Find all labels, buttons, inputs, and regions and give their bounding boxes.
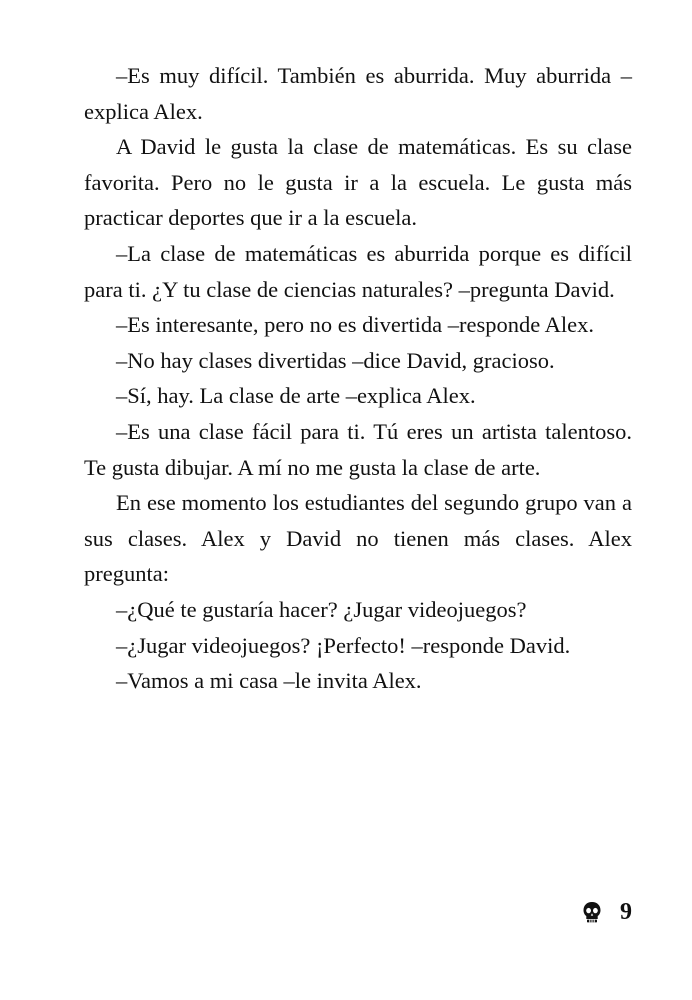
body-text [84, 58, 632, 699]
paragraph: –Sí, hay. La clase de arte –explica Alex. [116, 383, 476, 409]
paragraph: –Es una clase fácil para ti. Tú eres un artista talentoso. Te gusta dibujar. A mí no me gusta la clase de arte. [84, 418, 632, 480]
paragraph: –No hay clases divertidas –dice David, gracioso. [116, 347, 555, 373]
paragraph: –La clase de matemáticas es aburrida porque es difícil para ti. ¿Y tu clase de ciencias naturales? –pregunta David. [84, 240, 632, 302]
paragraph: –¿Qué te gustaría hacer? ¿Jugar videojuegos? [116, 596, 527, 622]
paragraph: En ese momento los estudiantes del segundo grupo van a sus clases. Alex y David no tienen más clases. Alex pregunta: [84, 490, 632, 587]
paragraph: –¿Jugar videojuegos? ¡Perfecto! –responde David. [116, 632, 571, 658]
paragraph: –Es interesante, pero no es divertida –responde Alex. [116, 312, 594, 338]
page-footer [582, 900, 632, 924]
page-number: 9 [620, 899, 632, 925]
paragraph: –Vamos a mi casa –le invita Alex. [116, 668, 422, 694]
skull-icon [582, 901, 602, 923]
paragraph: A David le gusta la clase de matemáticas. Es su clase favorita. Pero no le gusta ir a la escuela. Le gusta más practicar deportes que ir a la escuela. [84, 134, 632, 231]
paragraph: –Es muy difícil. También es aburrida. Muy aburrida –explica Alex. [84, 63, 632, 124]
